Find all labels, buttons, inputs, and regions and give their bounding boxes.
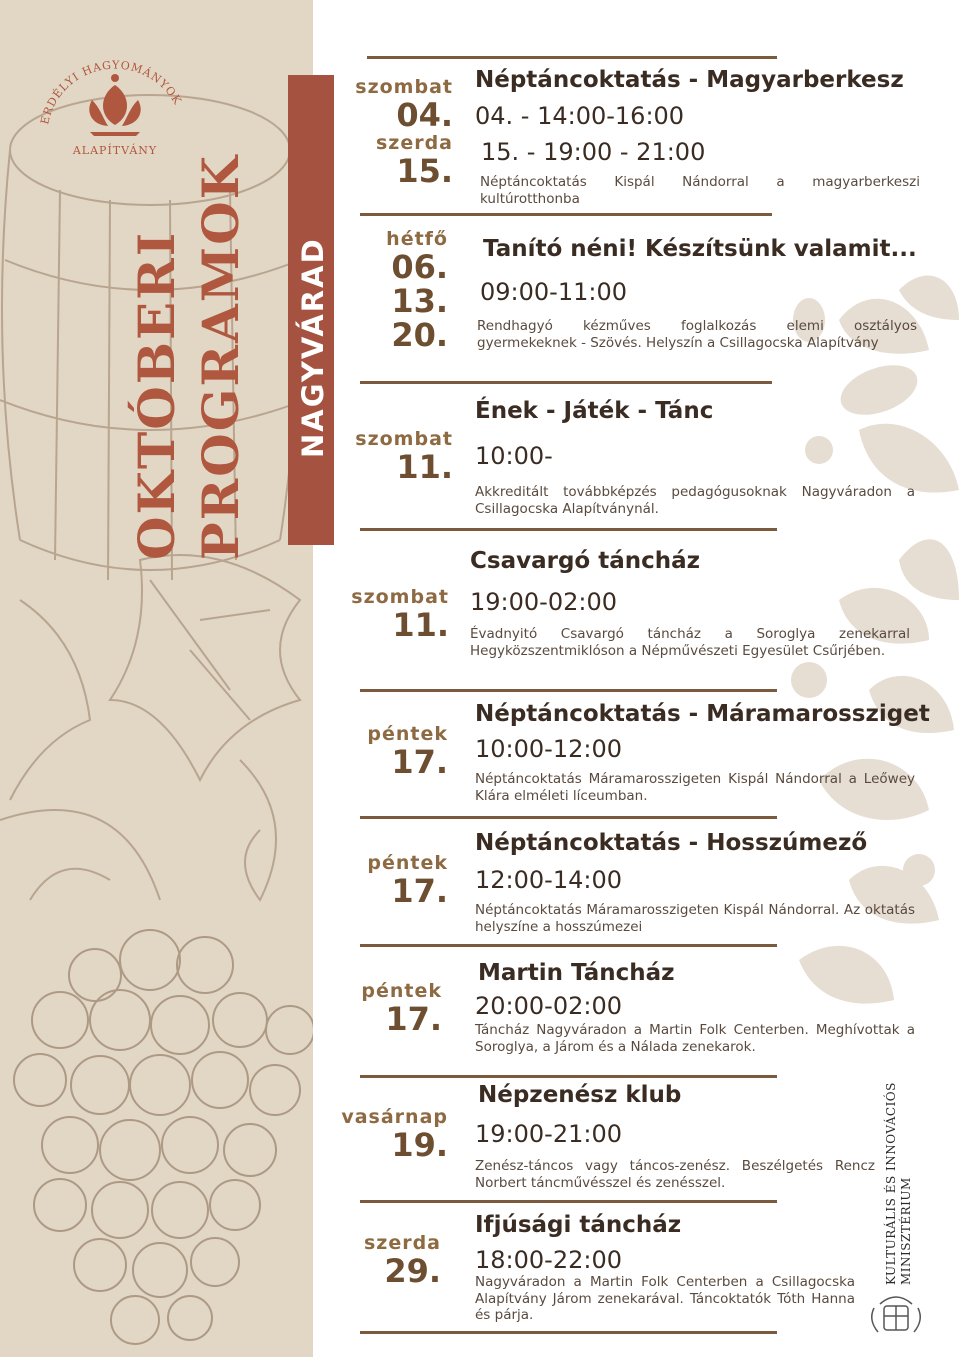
left-panel xyxy=(0,0,313,1357)
event-item xyxy=(335,62,925,212)
event-title: Ének - Játék - Tánc xyxy=(475,398,714,424)
day-of-week: szerda xyxy=(375,132,453,154)
event-date xyxy=(331,586,449,642)
foundation-logo xyxy=(30,40,200,160)
event-description: Évadnyitó Csavargó táncház a Soroglya zenekarral Hegyközszentmiklóson a Népművészeti Egyesület Csűrjében. xyxy=(470,626,910,659)
day-of-week: péntek xyxy=(367,852,448,874)
event-item xyxy=(335,697,930,817)
day-number: 15. xyxy=(396,152,453,190)
day-number: 20. xyxy=(391,316,448,354)
event-item xyxy=(335,540,925,690)
poster-title xyxy=(125,154,253,560)
day-of-week: péntek xyxy=(361,980,442,1002)
day-number: 11. xyxy=(392,606,449,644)
city-name: NAGYVÁRAD xyxy=(296,237,330,458)
separator xyxy=(360,381,772,384)
logo-caption: ALAPÍTVÁNY xyxy=(72,144,158,157)
event-title: Tanító néni! Készítsünk valamit... xyxy=(483,236,917,262)
event-date xyxy=(335,76,453,188)
event-description: Néptáncoktatás Kispál Nándorral a magyarberkeszi kultúrotthonba xyxy=(480,174,920,207)
day-of-week: szombat xyxy=(355,76,453,98)
event-date xyxy=(323,1232,441,1288)
event-title: Martin Táncház xyxy=(478,960,675,986)
event-description: Néptáncoktatás Máramarosszigeten Kispál Nándorral a Leőwey Klára elméleti líceumban. xyxy=(475,771,915,804)
day-number: 06. xyxy=(391,248,448,286)
event-title: Néptáncoktatás - Magyarberkesz xyxy=(475,67,904,93)
event-description: Akkreditált továbbképzés pedagógusoknak Nagyváradon a Csillagocska Alapítványnál. xyxy=(475,484,915,517)
day-number: 11. xyxy=(396,448,453,486)
event-time: 18:00-22:00 xyxy=(475,1246,622,1274)
separator xyxy=(360,528,777,531)
event-item xyxy=(335,954,925,1074)
day-number: 17. xyxy=(391,743,448,781)
event-title: Ifjúsági táncház xyxy=(475,1212,682,1238)
event-time: 20:00-02:00 xyxy=(475,992,622,1020)
event-time: 19:00-02:00 xyxy=(470,588,617,616)
event-time: 04. - 14:00-16:00 xyxy=(475,102,685,130)
event-time: 12:00-14:00 xyxy=(475,866,622,894)
event-item xyxy=(335,1082,925,1202)
event-item xyxy=(335,1208,925,1333)
event-description: Zenész-táncos vagy táncos-zenész. Beszélgetés Rencz Norbert táncművésszel és zenésszel. xyxy=(475,1158,875,1191)
event-title: Népzenész klub xyxy=(478,1082,682,1108)
event-title: Néptáncoktatás - Máramarossziget xyxy=(475,701,930,727)
event-title: Csavargó táncház xyxy=(470,548,701,574)
event-time: 10:00-12:00 xyxy=(475,735,622,763)
day-number: 29. xyxy=(384,1252,441,1290)
event-date xyxy=(330,1106,448,1162)
separator xyxy=(360,1075,777,1078)
title-line-2: PROGRAMOK xyxy=(191,153,250,560)
event-description: Táncház Nagyváradon a Martin Folk Centerben. Meghívottak a Soroglya, a Járom és a Nálada zenekarok. xyxy=(475,1022,915,1055)
event-time: 15. - 19:00 - 21:00 xyxy=(481,138,706,166)
day-of-week: szombat xyxy=(351,586,449,608)
separator xyxy=(367,56,777,59)
separator xyxy=(360,213,772,216)
event-item xyxy=(335,220,925,380)
event-time: 10:00- xyxy=(475,442,553,470)
day-of-week: hétfő xyxy=(386,228,448,250)
event-date xyxy=(324,980,442,1036)
day-number: 13. xyxy=(391,282,448,320)
ministry-line-1: KULTURÁLIS ÉS INNOVÁCIÓS xyxy=(884,1082,898,1285)
day-of-week: szerda xyxy=(363,1232,441,1254)
event-description: Néptáncoktatás Máramarosszigeten Kispál Nándorral. Az oktatás helyszíne a hosszúmezei xyxy=(475,902,915,935)
ministry-line-2: MINISZTÉRIUM xyxy=(899,1177,913,1285)
event-description: Rendhagyó kézműves foglalkozás elemi osztályos gyermekeknek - Szövés. Helyszín a Csillagocska Alapítvány xyxy=(477,318,917,351)
event-date xyxy=(330,228,448,352)
event-title: Néptáncoktatás - Hosszúmező xyxy=(475,830,868,856)
event-time: 09:00-11:00 xyxy=(480,278,627,306)
event-time: 19:00-21:00 xyxy=(475,1120,622,1148)
day-number: 17. xyxy=(385,1000,442,1038)
day-number: 17. xyxy=(391,872,448,910)
day-number: 19. xyxy=(391,1126,448,1164)
event-date xyxy=(330,852,448,908)
day-of-week: szombat xyxy=(355,428,453,450)
event-date xyxy=(330,723,448,779)
svg-text:ERDÉLYI HAGYOMÁNYOK: ERDÉLYI HAGYOMÁNYOK xyxy=(38,58,185,126)
event-date xyxy=(335,428,453,484)
day-of-week: péntek xyxy=(367,723,448,745)
day-of-week: vasárnap xyxy=(341,1106,448,1128)
event-description: Nagyváradon a Martin Folk Centerben a Csillagocska Alapítvány Járom zenekarával. Táncoktatók Tóth Hanna és párja. xyxy=(475,1274,855,1323)
event-item xyxy=(335,388,925,528)
title-line-1: OKTÓBERI xyxy=(127,230,186,560)
day-number: 04. xyxy=(396,96,453,134)
event-item xyxy=(335,826,925,946)
